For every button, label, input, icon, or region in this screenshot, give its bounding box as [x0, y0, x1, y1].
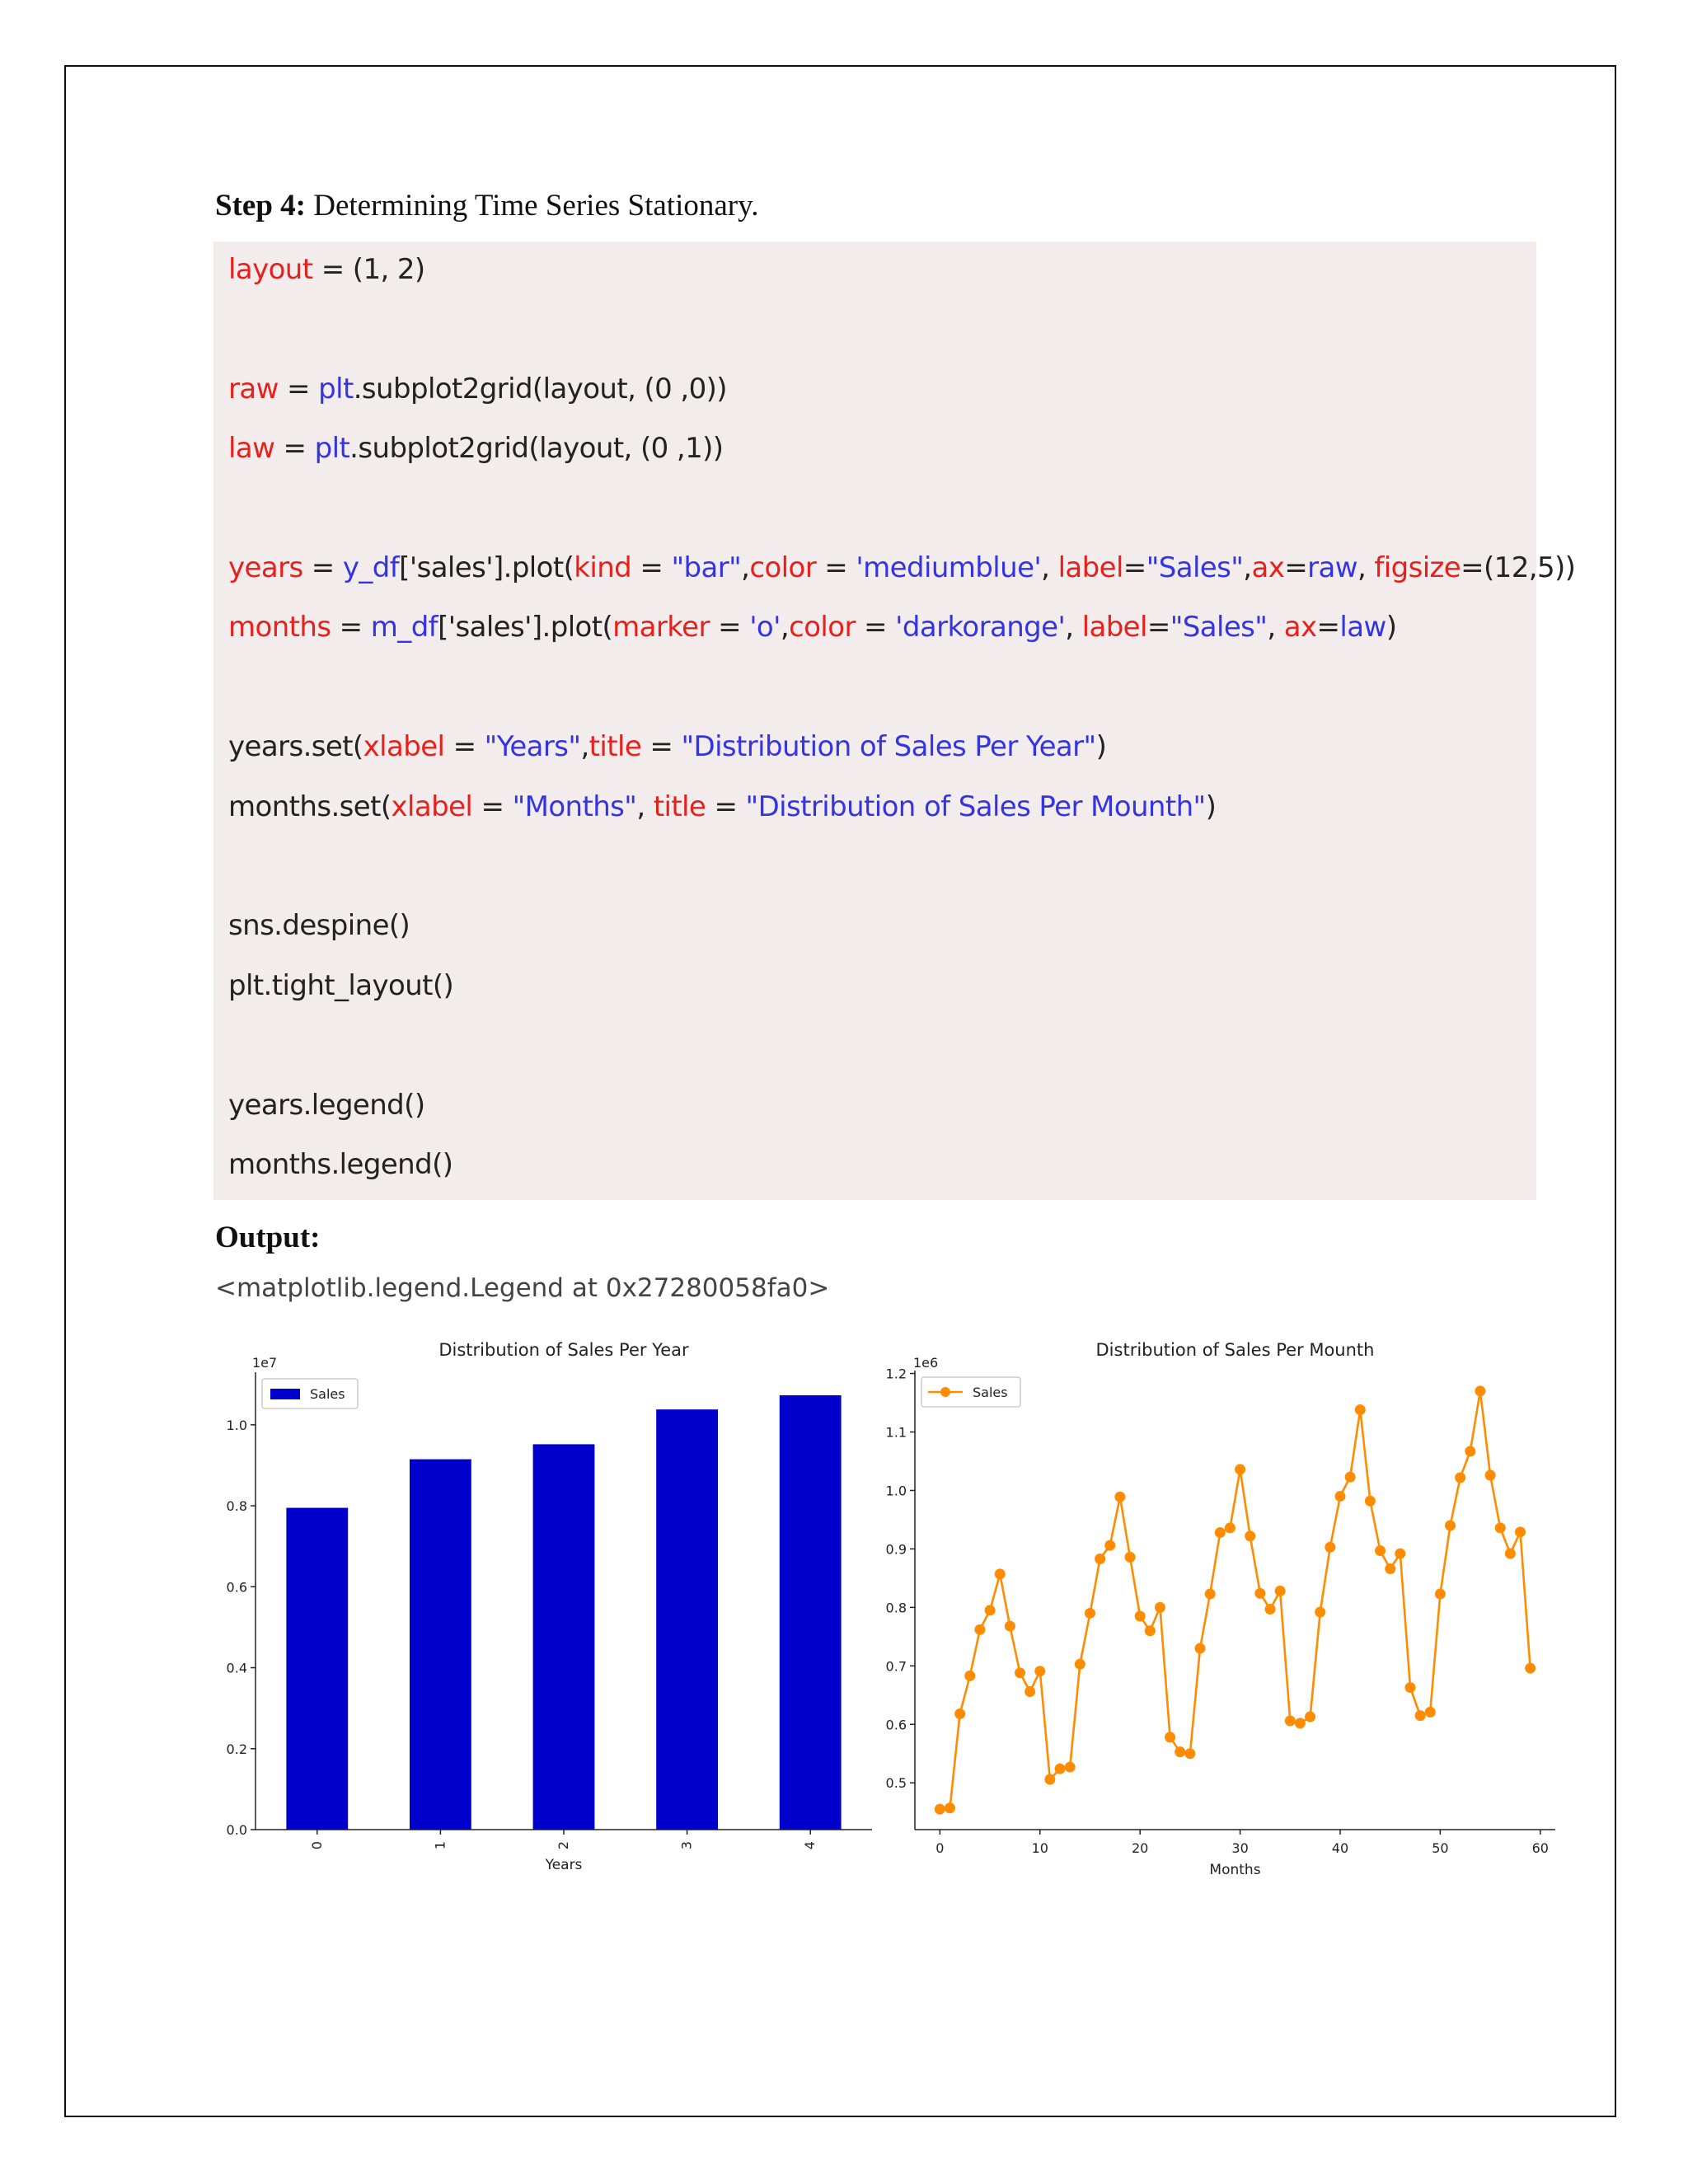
data-point: [1445, 1521, 1456, 1531]
data-point: [1184, 1748, 1195, 1759]
code-token: ax: [1251, 551, 1285, 584]
code-token: =: [631, 551, 672, 584]
code-token: label: [1057, 551, 1123, 584]
code-token: ax: [1283, 611, 1317, 644]
x-tick-label: 4: [802, 1841, 818, 1850]
output-heading: Output:: [215, 1221, 321, 1254]
code-token: marker: [612, 611, 710, 644]
data-point: [1435, 1589, 1446, 1600]
legend-label: Sales: [973, 1385, 1008, 1400]
line-chart: [861, 1331, 1570, 1875]
step-label: Step 4:: [215, 189, 306, 223]
code-token: title: [588, 730, 642, 764]
code-token: plt: [314, 432, 350, 466]
code-token: = (1, 2): [312, 253, 425, 286]
code-token: raw: [228, 372, 279, 405]
y-tick-label: 0.5: [885, 1775, 907, 1792]
legend-swatch: [270, 1389, 300, 1399]
code-token: y_df: [342, 551, 400, 584]
bar: [533, 1444, 595, 1830]
data-point: [1425, 1707, 1436, 1718]
code-token: raw: [1307, 551, 1357, 584]
data-point: [1055, 1764, 1066, 1774]
data-point: [1044, 1774, 1055, 1784]
code-token: =: [444, 730, 485, 764]
code-token: =: [816, 551, 856, 584]
code-token: =: [331, 611, 371, 644]
data-point: [1475, 1385, 1485, 1396]
data-point: [1264, 1604, 1275, 1615]
step-heading: [215, 188, 758, 223]
data-point: [1225, 1522, 1236, 1533]
data-point: [1365, 1496, 1376, 1507]
data-point: [1515, 1526, 1526, 1537]
x-tick-label: 3: [678, 1841, 695, 1850]
code-token: layout: [228, 253, 313, 286]
data-point: [1495, 1522, 1506, 1533]
x-tick-label: 40: [1331, 1840, 1349, 1856]
code-token: "Months": [512, 790, 637, 823]
code-block: [213, 241, 1576, 1200]
code-token: months.legend(): [228, 1148, 453, 1181]
data-point: [1305, 1712, 1315, 1722]
code-token: ,: [1267, 611, 1284, 644]
line-chart-offset-text: 1e6: [913, 1355, 939, 1371]
code-token: label: [1081, 611, 1147, 644]
x-tick-label: 1: [432, 1841, 448, 1850]
code-token: .subplot2grid(layout, (0 ,0)): [353, 372, 727, 405]
bar: [286, 1508, 348, 1830]
code-token: 'o': [749, 611, 781, 644]
code-token: ,: [741, 551, 750, 584]
data-point: [1095, 1554, 1105, 1564]
data-point: [1285, 1716, 1296, 1727]
data-point: [1345, 1472, 1356, 1483]
data-point: [1125, 1552, 1136, 1563]
data-point: [1375, 1545, 1386, 1556]
code-token: ,: [580, 730, 589, 764]
data-point: [1135, 1611, 1146, 1622]
code-token: =: [278, 372, 319, 405]
data-point: [1034, 1666, 1045, 1676]
data-point: [1195, 1643, 1206, 1654]
x-tick-label: 20: [1131, 1840, 1149, 1856]
code-line: [228, 730, 1106, 763]
y-tick-label: 0.6: [226, 1579, 247, 1596]
y-tick-label: 1.0: [885, 1483, 907, 1499]
code-token: "Distribution of Sales Per Year": [681, 730, 1096, 764]
data-point: [1355, 1404, 1366, 1415]
bar: [656, 1409, 718, 1830]
code-token: figsize: [1374, 551, 1461, 584]
code-token: 'mediumblue': [856, 551, 1042, 584]
x-tick-label: 60: [1531, 1840, 1549, 1856]
code-token: =: [1284, 551, 1308, 584]
data-point: [995, 1568, 1006, 1579]
code-token: "Sales": [1146, 551, 1244, 584]
data-point: [1334, 1491, 1345, 1502]
code-token: =: [1316, 611, 1340, 644]
y-tick-label: 0.2: [226, 1741, 247, 1757]
code-token: ): [1205, 790, 1217, 823]
data-point: [1385, 1563, 1395, 1574]
sales-series-line: [940, 1391, 1530, 1809]
data-point: [1235, 1464, 1245, 1474]
code-token: =: [641, 730, 682, 764]
data-point: [1415, 1710, 1426, 1721]
data-point: [1104, 1540, 1115, 1551]
data-point: [1205, 1589, 1216, 1600]
data-point: [1005, 1621, 1015, 1632]
code-token: law: [1339, 611, 1386, 644]
data-point: [1165, 1732, 1175, 1742]
code-token: =: [706, 790, 746, 823]
code-token: =: [472, 790, 513, 823]
code-token: plt.tight_layout(): [228, 968, 454, 1002]
data-point: [1145, 1625, 1156, 1636]
bar-chart-offset-text: 1e7: [252, 1355, 278, 1371]
data-point: [1505, 1549, 1516, 1559]
bar-chart-legend: [262, 1379, 358, 1408]
code-token: title: [653, 790, 706, 823]
code-token: years.set(: [228, 730, 363, 764]
y-tick-label: 0.7: [885, 1658, 907, 1675]
data-point: [1155, 1602, 1165, 1613]
code-token: =: [1123, 551, 1146, 584]
code-token: months.set(: [228, 790, 392, 823]
data-point: [1025, 1686, 1035, 1697]
line-chart-title: Distribution of Sales Per Mounth: [1095, 1340, 1375, 1360]
data-point: [1395, 1549, 1405, 1559]
code-token: ,: [780, 611, 790, 644]
code-token: kind: [574, 551, 632, 584]
x-tick-label: 2: [556, 1841, 571, 1850]
data-point: [1085, 1608, 1095, 1619]
y-tick-label: 0.8: [885, 1600, 907, 1616]
output-repr: <matplotlib.legend.Legend at 0x27280058fa0>: [215, 1273, 830, 1303]
code-token: years: [228, 551, 303, 584]
code-line: [228, 551, 1575, 584]
code-token: =: [274, 432, 315, 466]
code-token: ,: [1243, 551, 1252, 584]
code-token: m_df: [370, 611, 438, 644]
y-tick-label: 0.9: [885, 1541, 907, 1558]
data-point: [1215, 1527, 1226, 1538]
y-tick-label: 1.1: [885, 1424, 907, 1441]
code-token: ['sales'].plot(: [438, 611, 613, 644]
code-token: ,: [1041, 551, 1058, 584]
x-tick-label: 10: [1031, 1840, 1048, 1856]
code-line: [228, 790, 1216, 823]
code-line: [228, 909, 410, 942]
bar: [410, 1460, 471, 1830]
code-token: xlabel: [363, 730, 445, 764]
code-token: ,: [1357, 551, 1375, 584]
code-token: "Distribution of Sales Per Mounth": [745, 790, 1206, 823]
y-tick-label: 0.6: [885, 1717, 907, 1733]
code-token: law: [228, 432, 275, 466]
code-token: ): [1095, 730, 1107, 764]
code-token: ): [1386, 611, 1397, 644]
code-token: "Years": [484, 730, 581, 764]
code-line: [228, 611, 1396, 644]
data-point: [1465, 1446, 1475, 1456]
code-token: =: [855, 611, 896, 644]
data-point: [1525, 1663, 1536, 1674]
code-token: "Sales": [1170, 611, 1268, 644]
x-tick-label: 0: [935, 1840, 945, 1856]
line-chart-xlabel: Months: [1209, 1862, 1261, 1875]
bar: [780, 1395, 842, 1830]
code-token: plt: [318, 372, 354, 405]
code-line: [228, 1148, 452, 1181]
y-tick-label: 0.0: [226, 1822, 247, 1838]
data-point: [1275, 1586, 1286, 1596]
x-tick-label: 0: [308, 1841, 325, 1850]
data-point: [935, 1804, 945, 1815]
x-tick-label: 50: [1432, 1840, 1449, 1856]
data-point: [1065, 1762, 1076, 1773]
code-line: [228, 969, 453, 1002]
code-token: sns.despine(): [228, 909, 410, 943]
legend-marker: [940, 1387, 950, 1397]
y-tick-label: 1.0: [226, 1417, 247, 1433]
legend-label: Sales: [310, 1386, 345, 1402]
code-token: =(12,5)): [1461, 551, 1576, 584]
data-point: [985, 1605, 996, 1615]
code-token: 'darkorange': [895, 611, 1066, 644]
data-point: [1295, 1718, 1306, 1728]
code-line: [228, 373, 727, 405]
code-token: "bar": [671, 551, 742, 584]
data-point: [1075, 1659, 1085, 1670]
code-token: ['sales'].plot(: [399, 551, 574, 584]
code-line: [228, 253, 425, 286]
code-line: [228, 432, 723, 465]
code-line: [228, 1089, 425, 1122]
code-token: xlabel: [391, 790, 473, 823]
data-point: [1404, 1682, 1415, 1693]
code-token: color: [749, 551, 817, 584]
code-token: color: [789, 611, 856, 644]
data-point: [964, 1671, 975, 1681]
y-tick-label: 0.4: [226, 1660, 247, 1676]
y-tick-label: 0.8: [226, 1498, 247, 1515]
code-token: =: [302, 551, 343, 584]
data-point: [954, 1708, 965, 1719]
bar-chart: [198, 1331, 898, 1875]
line-chart-legend: [921, 1377, 1020, 1407]
data-point: [974, 1624, 985, 1635]
data-point: [1254, 1588, 1265, 1599]
code-token: ,: [1065, 611, 1082, 644]
data-point: [1485, 1470, 1496, 1481]
x-tick-label: 30: [1231, 1840, 1249, 1856]
data-point: [1455, 1472, 1465, 1483]
step-text: Determining Time Series Stationary.: [313, 189, 759, 223]
code-token: ,: [636, 790, 654, 823]
bar-chart-xlabel: Years: [545, 1857, 583, 1873]
data-point: [1114, 1492, 1125, 1502]
y-tick-label: 1.2: [885, 1366, 907, 1382]
bar-chart-title: Distribution of Sales Per Year: [438, 1340, 689, 1360]
code-token: years.legend(): [228, 1088, 425, 1122]
data-point: [945, 1802, 955, 1813]
code-token: =: [1146, 611, 1170, 644]
data-point: [1325, 1542, 1335, 1553]
data-point: [1245, 1530, 1255, 1541]
code-token: .subplot2grid(layout, (0 ,1)): [349, 432, 724, 466]
data-point: [1175, 1746, 1185, 1757]
code-token: months: [228, 611, 331, 644]
data-point: [1315, 1607, 1325, 1618]
code-token: =: [709, 611, 750, 644]
data-point: [1015, 1667, 1025, 1678]
